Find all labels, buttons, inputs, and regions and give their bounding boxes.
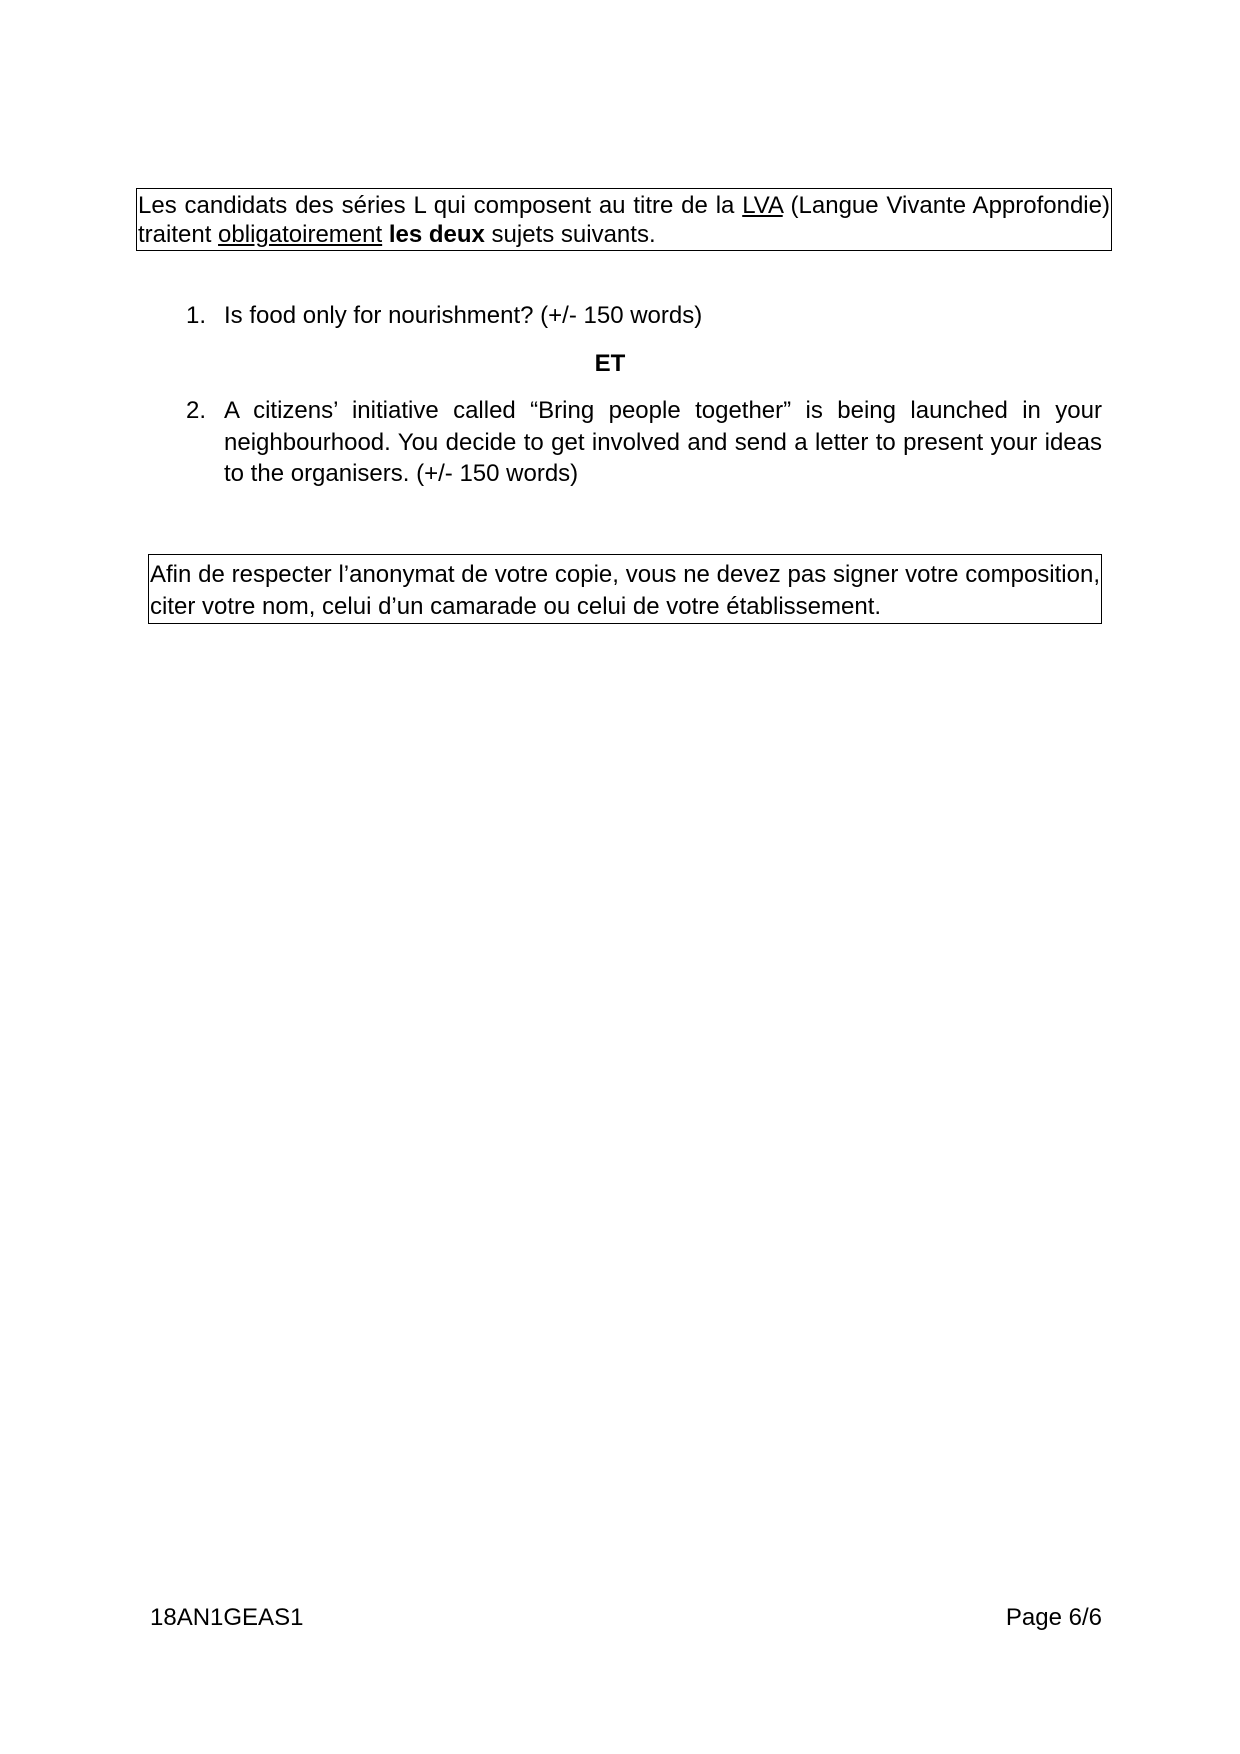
instructions-lva: LVA [742, 192, 783, 219]
footer-exam-code: 18AN1GEAS1 [150, 1604, 304, 1631]
question-2-text: A citizens’ initiative called “Bring people together” is being launched in your neighbourhood. You decide to get involved and send a letter to present your ideas to the organisers. (+/- 150 words) [224, 397, 1102, 487]
question-1-number: 1. [186, 302, 207, 329]
question-1-text: Is food only for nourishment? (+/- 150 words) [224, 302, 703, 329]
footer-page-number: Page 6/6 [1005, 1604, 1102, 1631]
question-2-number: 2. [186, 397, 207, 424]
instructions-box [136, 188, 1112, 251]
instructions-les-deux: les deux [388, 221, 485, 248]
anonymity-notice-box [148, 554, 1102, 624]
instructions-obligatoirement: obligatoirement [218, 221, 383, 248]
separator-et: ET [594, 350, 626, 377]
anonymity-notice-text: Afin de respecter l’anonymat de votre copie, vous ne devez pas signer votre composition, citer votre nom, celui d’un camarade ou celui de votre établissement. [150, 561, 1100, 620]
question-2 [186, 395, 1102, 490]
question-1 [186, 300, 1102, 332]
instructions-text-2: (Langue Vivante Approfondie) traitent [138, 192, 1110, 248]
instructions-text-4: sujets suivants. [484, 221, 656, 248]
instructions-text-1: Les candidats des séries L qui composent au titre de la [138, 192, 743, 219]
instructions-text-3 [382, 221, 389, 248]
